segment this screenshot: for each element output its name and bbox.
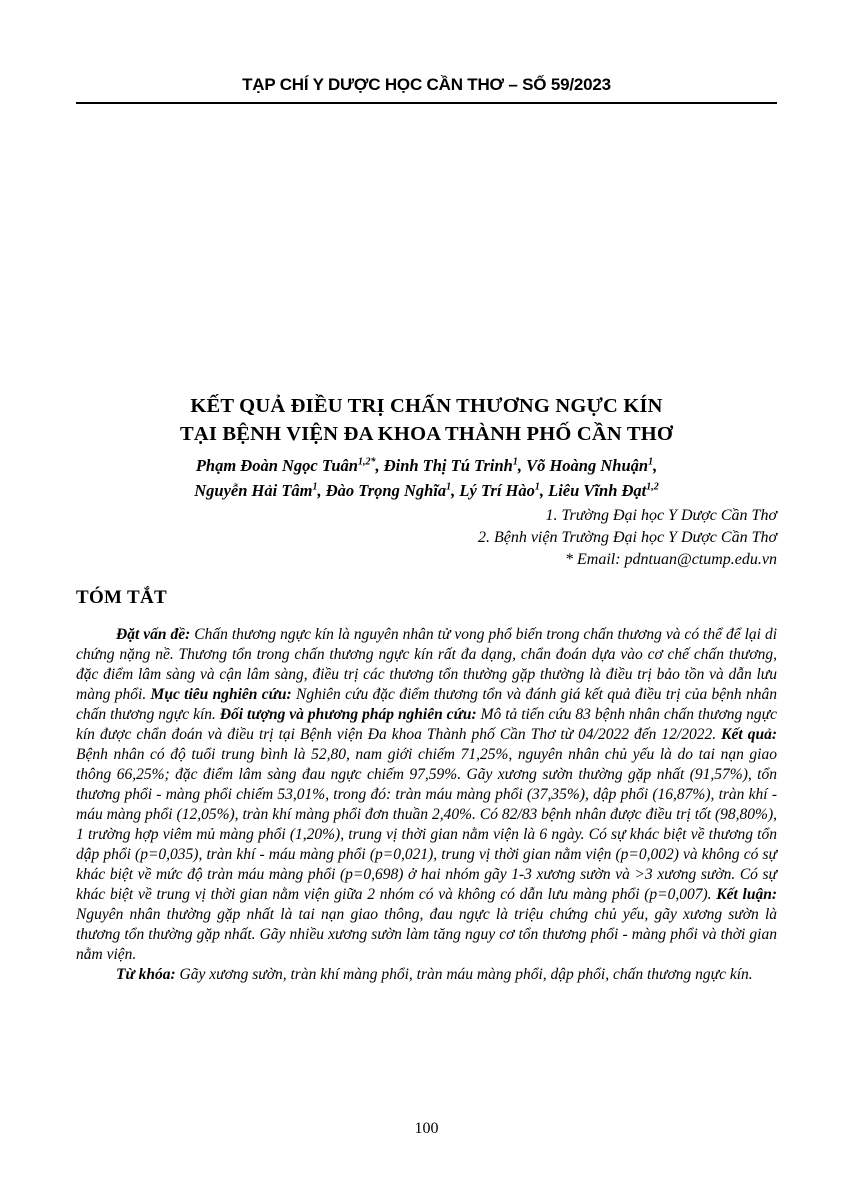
- author: [326, 481, 460, 500]
- author-name: Đào Trọng Nghĩa: [325, 481, 447, 500]
- page-header: [76, 0, 777, 104]
- author: [548, 481, 659, 500]
- author-separator: ,: [517, 456, 527, 475]
- journal-header-title: TẠP CHÍ Y DƯỢC HỌC CẦN THƠ – SỐ 59/2023: [242, 75, 611, 94]
- article-title-line-1: KẾT QUẢ ĐIỀU TRỊ CHẤN THƯƠNG NGỰC KÍN: [190, 395, 663, 417]
- affiliation-2: 2. Bệnh viện Trường Đại học Y Dược Cần Thơ: [477, 529, 777, 546]
- author: [526, 456, 657, 475]
- page-number: 100: [414, 1120, 439, 1137]
- author-superscript: 1: [534, 481, 540, 493]
- keywords-text: Gãy xương sườn, tràn khí màng phổi, tràn máu màng phổi, dập phổi, chấn thương ngực kín.: [175, 965, 753, 983]
- affiliation-1: 1. Trường Đại học Y Dược Cần Thơ: [545, 507, 777, 524]
- author-superscript: 1: [446, 481, 452, 493]
- author-superscript: 1,2: [646, 481, 659, 493]
- abstract-text-ket-qua: Bệnh nhân có độ tuổi trung bình là 52,80, nam giới chiếm 71,25%, nguyên nhân chủ yếu là do tai nạn giao thông 66,25%; đặc điểm lâm sàng đau ngực chiếm 97,59%. Gãy xương sườn thường gặp nhất (91,57%), tổn thương phổi - màng phổi chiếm 53,01%, trong đó: tràn máu màng phổi (37,35%), dập phổi (16,87%), tràn khí - máu màng phổi (12,05%), tràn khí màng phổi đơn thuần 2,40%. Có 82/83 bệnh nhân được điều trị tốt (98,80%), 1 trường hợp viêm mủ màng phổi (1,20%), trung vị thời gian nằm viện là 6 ngày. Có sự khác biệt về thương tổn dập phổi (p=0,035), tràn khí - máu màng phổi (p=0,021), trung vị thời gian nằm viện (p=0,002) và không có sự khác biệt về mức độ tràn máu màng phổi (p=0,698) ở hai nhóm gãy 1-3 xương sườn và >3 xương sườn. Có sự khác biệt về trung vị thời gian nằm viện giữa 2 nhóm có và không có dẫn lưu màng phổi (p=0,007).: [76, 745, 777, 903]
- abstract-text-dat-van-de: Chấn thương ngực kín là nguyên nhân tử vong phổ biến trong chấn thương và có thể để lại di chứng nặng nề. Thương tổn trong chấn thương ngực kín rất đa dạng, chẩn đoán dựa vào cơ chế chấn thương, đặc điểm lâm sàng và cận lâm sàng, điều trị các thương tổn thường gặp thường là điều trị bảo tồn và dẫn lưu màng phổi.: [76, 625, 778, 703]
- email-line: * Email: pdntuan@ctump.edu.vn: [564, 551, 777, 568]
- keywords-paragraph: [76, 965, 777, 985]
- authors-line-1: [76, 453, 777, 478]
- author-superscript: 1: [648, 456, 654, 468]
- header-rule: [76, 102, 777, 104]
- abstract-text-ket-luan: Nguyên nhân thường gặp nhất là tai nạn giao thông, đau ngực là triệu chứng chủ yếu, gãy xương sườn là thương tổn thường gặp nhất. Gãy nhiều xương sườn làm tăng nguy cơ tổn thương phổi - màng phổi và thời gian nằm viện.: [76, 905, 777, 963]
- author: [196, 456, 384, 475]
- author-separator: ,: [653, 456, 658, 475]
- author-name: Đinh Thị Tú Trinh: [383, 456, 513, 475]
- author-name: Phạm Đoàn Ngọc Tuân: [195, 456, 358, 475]
- author: [194, 481, 326, 500]
- article: [76, 392, 777, 985]
- author-name: Lý Trí Hào: [459, 481, 535, 500]
- affiliations-block: [76, 505, 777, 571]
- abstract-text-doi-tuong-phuong-phap: Mô tả tiến cứu 83 bệnh nhân chấn thương ngực kín được chẩn đoán và điều trị tại Bệnh viện Đa khoa Thành phố Cần Thơ từ 04/2022 đến 12/2022.: [76, 705, 778, 743]
- author-separator: ,: [375, 456, 384, 475]
- author-separator: ,: [317, 481, 326, 500]
- author: [459, 481, 548, 500]
- authors-line-2: [76, 478, 777, 503]
- author-superscript: 1: [312, 481, 318, 493]
- abstract-body: [76, 625, 777, 985]
- author-name: Nguyễn Hải Tâm: [194, 481, 313, 500]
- author-name: Liêu Vĩnh Đạt: [548, 481, 647, 500]
- authors-block: [76, 453, 777, 503]
- author-name: Võ Hoàng Nhuận: [526, 456, 649, 475]
- keywords-label: Từ khóa:: [116, 965, 176, 983]
- author-separator: ,: [539, 481, 549, 500]
- abstract-heading: TÓM TẮT: [76, 587, 167, 608]
- abstract-label-muc-tieu-nghien-cuu: Mục tiêu nghiên cứu:: [150, 685, 292, 703]
- abstract-label-doi-tuong-phuong-phap: Đối tượng và phương pháp nghiên cứu:: [219, 705, 477, 723]
- article-title: [76, 392, 777, 448]
- abstract-paragraph: [76, 625, 777, 965]
- author-separator: ,: [451, 481, 460, 500]
- author-superscript: 1: [512, 456, 518, 468]
- abstract-label-dat-van-de: Đặt vấn đề:: [116, 625, 191, 643]
- author: [384, 456, 526, 475]
- abstract-label-ket-luan: Kết luận:: [716, 885, 777, 903]
- author-superscript: 1,2*: [357, 456, 376, 468]
- abstract-text-muc-tieu-nghien-cuu: Nghiên cứu đặc điểm thương tổn và đánh giá kết quả điều trị của bệnh nhân chấn thương ngực kín.: [76, 685, 778, 723]
- abstract-label-ket-qua: Kết quả:: [721, 725, 777, 743]
- article-title-line-2: TẠI BỆNH VIỆN ĐA KHOA THÀNH PHỐ CẦN THƠ: [179, 423, 674, 445]
